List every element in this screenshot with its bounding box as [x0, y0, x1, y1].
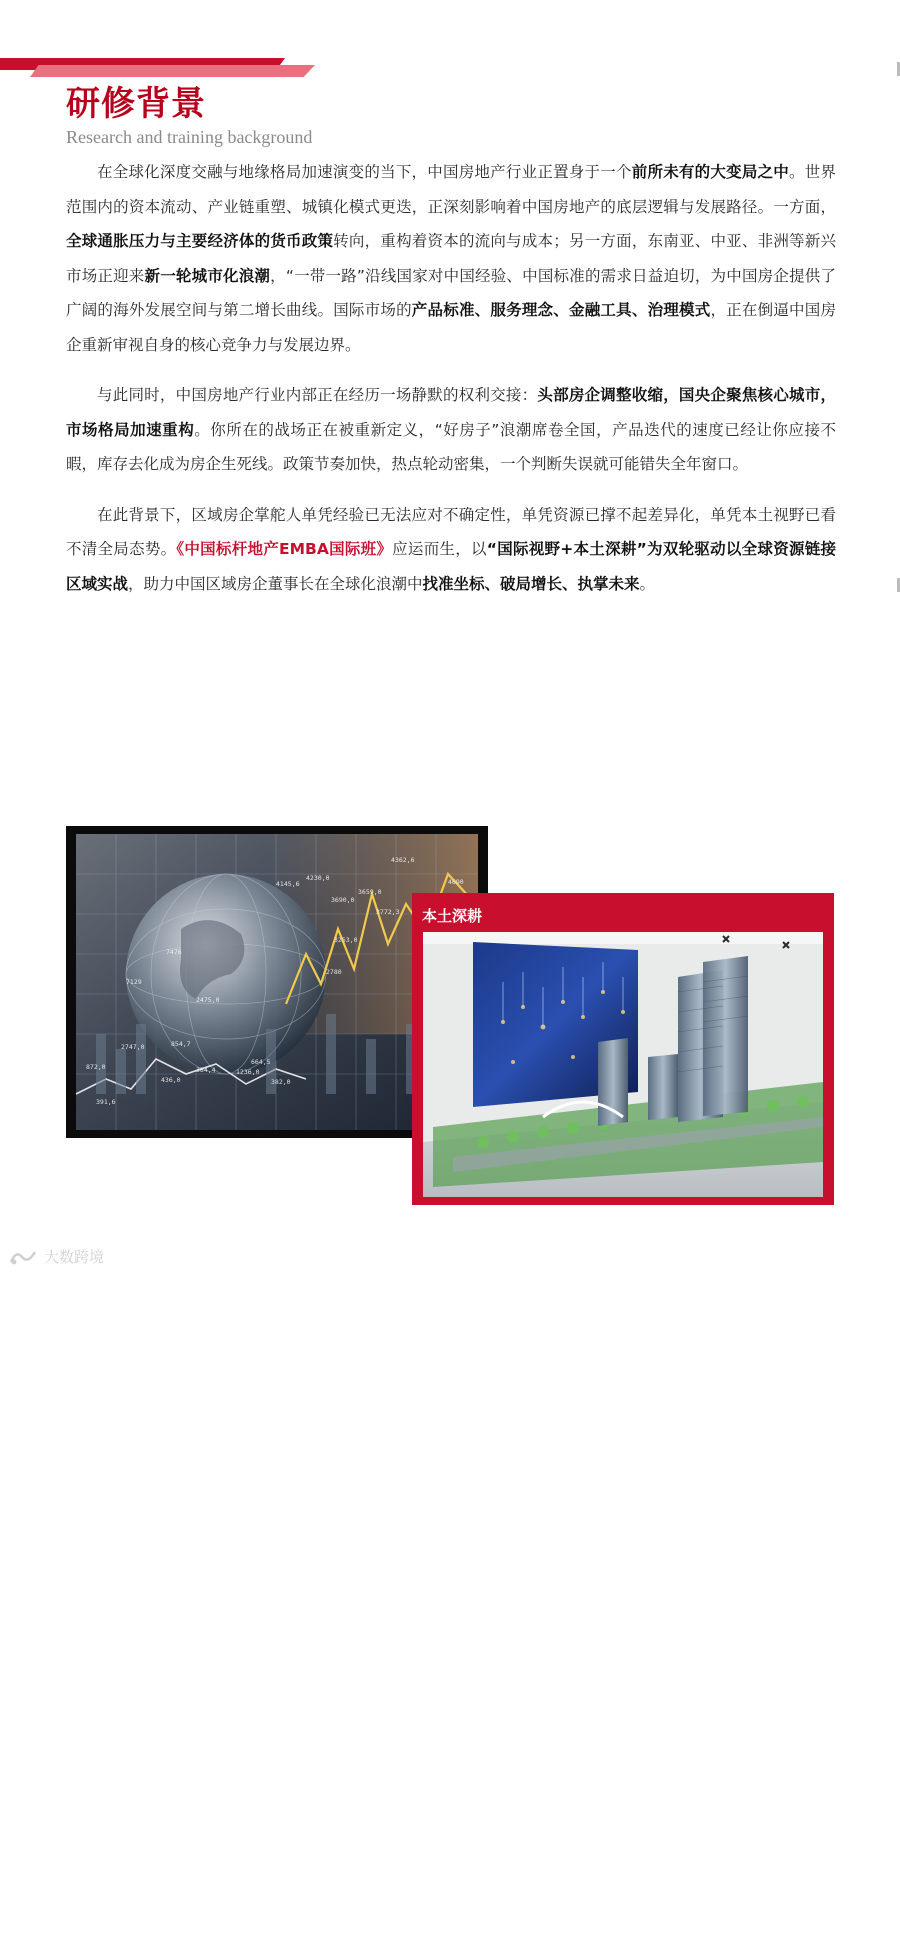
- header-stripe-light: [30, 65, 315, 77]
- chart-number-label: 4230,0: [306, 874, 330, 882]
- section-heading: [66, 84, 312, 148]
- chart-number-label: 2747,0: [121, 1043, 145, 1051]
- paragraph-text: ，“一带一路”沿线国家对中国经验、中国标准的需求日益迫切，为中国房企提供了广阔的海外发展空间与第二增长曲线。国际市场的: [66, 266, 836, 319]
- chart-number-label: 1236,0: [236, 1068, 260, 1076]
- paragraph-text: 应运而生，以: [392, 540, 487, 558]
- paragraph-emphasis: “国际视野+本土深耕”为双轮驱动以全球资源链接区域实战: [66, 540, 836, 593]
- paragraph-text: ，正在倒逼中国房企重新审视自身的核心竞争力与发展边界。: [66, 301, 836, 354]
- paragraph-emphasis: 前所未有的大变局之中: [631, 163, 790, 181]
- body-paragraph: [66, 378, 836, 482]
- paragraph-text: 。你所在的战场正在被重新定义，“好房子”浪潮席卷全国，产品迭代的速度已经让你应接不暇，库存去化成为房企生死线。政策节奏加快，热点轮动密集，一个判断失误就可能错失全年窗口。: [66, 420, 836, 473]
- chart-number-label: 2780: [326, 968, 342, 976]
- paragraph-text: 。: [639, 574, 656, 593]
- chart-number-label: 3253,0: [334, 936, 358, 944]
- body-paragraph: [66, 155, 836, 362]
- paragraph-emphasis: 《中国标杆地产EMBA国际班》: [176, 540, 393, 558]
- watermark-text: 大数跨境: [44, 1248, 105, 1266]
- local-cultivation-photo: [423, 932, 823, 1197]
- local-cultivation-label: 本土深耕: [422, 907, 483, 925]
- paragraph-text: 在此背景下，区域房企掌舵人单凭经验已无法应对不确定性，单凭资源已撑不起差异化，单凭本土视野已看不清全局态势。: [66, 505, 836, 558]
- paragraph-text: ，助力中国区域房企董事长在全球化浪潮中: [128, 574, 423, 593]
- paragraph-emphasis: 全球通胀压力与主要经济体的货币政策: [66, 232, 334, 250]
- paragraph-text: 在全球化深度交融与地缘格局加速演变的当下，中国房地产行业正置身于一个: [97, 163, 632, 181]
- city-model-illustration: [423, 932, 823, 1197]
- chart-number-label: 391,6: [96, 1098, 116, 1106]
- watermark: [8, 1246, 104, 1267]
- chart-number-label: 854,7: [171, 1040, 191, 1048]
- chart-number-label: 3659,0: [358, 888, 382, 896]
- paragraph-emphasis: 找准坐标、破局增长、执掌未来: [422, 574, 640, 593]
- watermark-logo-icon: [8, 1248, 38, 1266]
- chart-number-label: 7476: [166, 948, 182, 956]
- body-text: [66, 155, 836, 617]
- paragraph-emphasis: 新一轮城市化浪潮: [144, 266, 271, 285]
- body-paragraph: [66, 498, 836, 602]
- chart-number-label: 872,0: [86, 1063, 106, 1071]
- chart-number-label: 4690: [448, 878, 464, 886]
- chart-number-label: 384,4: [196, 1066, 216, 1074]
- chart-number-label: 3690,0: [331, 896, 355, 904]
- chart-number-label: 664,5: [251, 1058, 271, 1066]
- paragraph-text: 转向，重构着资本的流向与成本；另一方面，东南亚、中亚、非洲等新兴市场正迎来: [66, 232, 836, 285]
- global-vision-label: 国际视野: [142, 1938, 203, 1956]
- chart-number-label: 3772,3: [376, 908, 400, 916]
- chart-number-label: 4145,6: [276, 880, 300, 888]
- chart-number-label: 382,0: [271, 1078, 291, 1086]
- chart-number-label: 436,0: [161, 1076, 181, 1084]
- chart-number-label: 4362,6: [391, 856, 415, 864]
- section-title-en: Research and training background: [66, 127, 313, 147]
- paragraph-text: 与此同时，中国房地产行业内部正在经历一场静默的权利交接：: [97, 386, 538, 404]
- chart-number-label: 7129: [126, 978, 142, 986]
- paragraph-emphasis: 产品标准、服务理念、金融工具、治理模式: [411, 301, 711, 319]
- paragraph-emphasis: 头部房企调整收缩，国央企聚焦核心城市，市场格局加速重构: [66, 386, 836, 439]
- section-title-cn: 研修背景: [66, 84, 206, 124]
- chart-number-label: 2475,0: [196, 996, 220, 1004]
- paragraph-text: 。世界范围内的资本流动、产业链重塑、城镇化模式更迭，正深刻影响着中国房地产的底层逻辑与发展路径。一方面，: [66, 163, 836, 216]
